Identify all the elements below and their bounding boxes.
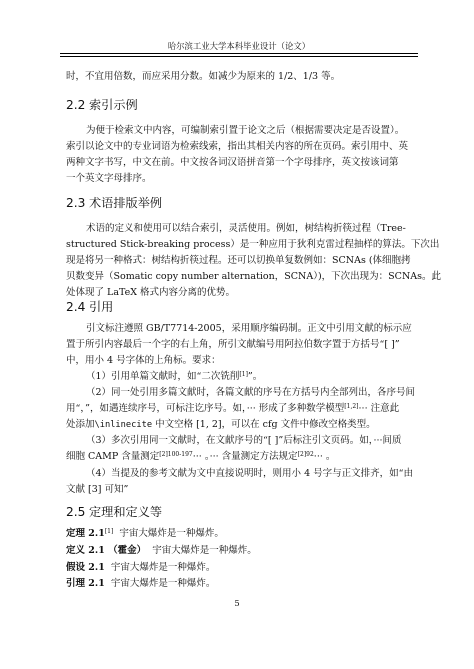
section-title: 引用 (89, 300, 114, 314)
intro-line: 时，不宜用倍数，而应采用分数。如减少为原来的 1/2、1/3 等。 (66, 71, 341, 82)
citation-item-4: （4）当提及的参考文献为文中直接说明时，则用小 4 号字与正文排齐，如“由 (86, 468, 413, 479)
definition-item (66, 544, 257, 557)
text-span: ··· 。··· 含量测定方法规定 (192, 451, 298, 462)
paragraph-line: structured Stick-breaking process）是一种应用于狄利克雷过程抽样的算法。下次出 (66, 239, 440, 250)
text-span: 用“，”，如遇连续序号，可标注讫序号。如，··· 形成了多种数学模型 (66, 403, 345, 414)
paragraph-line: 引文标注遵照 GB/T7714-2005，采用顺序编码制。正文中引用文献的标示应 (86, 323, 412, 334)
section-number: 2.4 (66, 300, 86, 314)
text-span: 中文空格 [1, 2]，可以在 cfg 文件中修改空格类型。 (152, 419, 376, 430)
code-command: \inlinecite (94, 420, 153, 430)
section-number: 2.3 (66, 196, 86, 210)
text-span: 细胞 CAMP 含量测定 (66, 451, 160, 462)
page-number: 5 (234, 598, 240, 608)
definition-label: 定义 2.1 （霍金） (66, 545, 147, 556)
section-heading-2-5 (66, 505, 162, 520)
running-header: 哈尔滨工业大学本科毕业设计（论文） (167, 41, 311, 51)
paragraph-line: 中，用小 4 号字体的上角标。要求： (66, 355, 221, 366)
text-span: ··· 。 (313, 451, 336, 462)
theorem-item (66, 527, 224, 540)
section-number: 2.2 (66, 98, 86, 112)
text-span: 格式内容分离的优势。 (137, 287, 236, 298)
paragraph-line: 两种文字书写，中文在前。中文按各词汉语拼音第一个字母排序，英文按该词第 (66, 157, 399, 168)
section-heading-2-3 (66, 196, 162, 211)
header-rule-top (60, 53, 418, 54)
text-span: （1）引用单篇文献时，如“二次铣削 (86, 371, 240, 382)
lemma-item (66, 577, 215, 590)
text-span: 处添加 (66, 419, 95, 430)
paragraph-line: 置于所引内容最后一个字的右上角，所引文献编号用阿拉伯数字置于方括号“[ ]” (66, 339, 400, 350)
assumption-item (66, 561, 215, 574)
assumption-text: 宇宙大爆炸是一种爆炸。 (110, 562, 216, 573)
section-heading-2-2 (66, 98, 138, 113)
header-rule-bottom (60, 56, 418, 57)
theorem-label: 定理 2.1 (66, 528, 105, 539)
text-span: ··· 注意此 (358, 403, 400, 414)
citation-item-2: （2）同一处引用多篇文献时，各篇文献的序号在方括号内全部列出，各序号间 (86, 387, 416, 398)
paragraph-line: 文献 [3] 可知” (66, 484, 129, 495)
citation-superscript: [2]100-197 (159, 451, 193, 458)
text-span: 处体现了 (66, 287, 108, 298)
section-title: 术语排版举例 (89, 196, 163, 210)
latex-logo: LaTeX (107, 287, 137, 298)
assumption-label: 假设 2.1 (66, 562, 105, 573)
citation-superscript: [2]92 (297, 451, 314, 458)
lemma-label: 引理 2.1 (66, 578, 105, 589)
paragraph-line: 一个英文字母排序。 (66, 173, 152, 184)
citation-item-1 (86, 370, 262, 383)
definition-text: 宇宙大爆炸是一种爆炸。 (152, 545, 257, 556)
paragraph-line: 现是将另一种格式：树结构折筷过程。还可以切换单复数例如：SCNAs (体细胞拷 (66, 255, 411, 266)
section-number: 2.5 (66, 505, 86, 519)
paragraph-line: 术语的定义和使用可以结合索引，灵活使用。例如，树结构折筷过程（Tree- (86, 223, 406, 234)
paragraph-line (66, 402, 399, 415)
section-title: 定理和定义等 (89, 505, 163, 519)
paragraph-line (66, 418, 376, 432)
paragraph-line: 为便于检索文中内容，可编制索引置于论文之后（根据需要决定是否设置）。 (86, 125, 405, 136)
citation-superscript: [1] (239, 371, 248, 378)
section-title: 索引示例 (89, 98, 138, 112)
paragraph-line (66, 450, 335, 463)
paragraph-line (66, 286, 235, 299)
paragraph-line: 索引以论文中的专业词语为检索线索，指出其相关内容的所在页码。索引用中、英 (66, 141, 409, 152)
section-heading-2-4 (66, 300, 113, 315)
citation-superscript: [1,2] (344, 403, 359, 410)
citation-item-3: （3）多次引用同一文献时，在文献序号的“[ ]”后标注引文页码。如，···间质 (86, 435, 402, 446)
theorem-text: 宇宙大爆炸是一种爆炸。 (119, 528, 224, 539)
paragraph-line: 贝数变异（Somatic copy number alternation，SCNA）)，下次出现为：SCNAs。此 (66, 271, 442, 282)
lemma-text: 宇宙大爆炸是一种爆炸。 (110, 578, 216, 589)
text-span: ”。 (247, 371, 263, 382)
citation-superscript: [1] (104, 528, 114, 535)
